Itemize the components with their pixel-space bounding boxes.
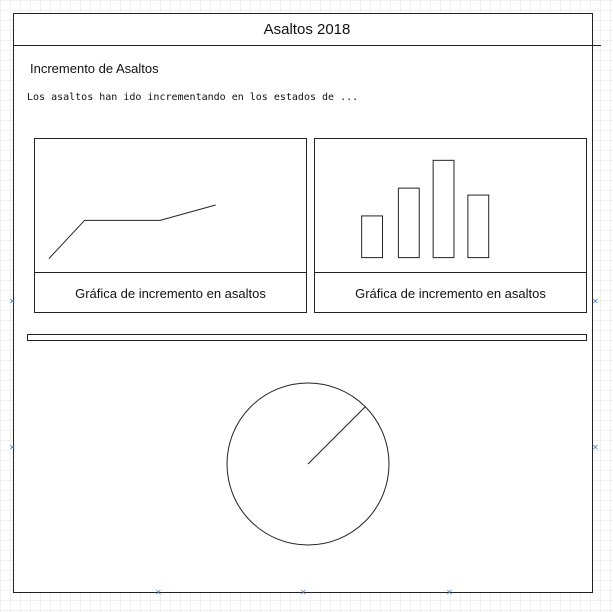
line-chart-caption: Gráfica de incremento en asaltos (35, 272, 306, 314)
bar-chart-card (314, 138, 587, 313)
bar-2 (398, 188, 419, 257)
divider-bar (27, 334, 587, 341)
line-chart (35, 139, 306, 272)
line-series (49, 205, 216, 259)
resize-handle-icon[interactable]: ✕ (446, 588, 453, 597)
resize-handle-icon[interactable]: ✕ (9, 297, 16, 306)
resize-handle-icon[interactable]: ✕ (155, 588, 162, 597)
bar-chart-caption: Gráfica de incremento en asaltos (315, 272, 586, 314)
resize-handle-icon[interactable]: ✕ (300, 588, 307, 597)
section-description: Los asaltos han ido incrementando en los estados de ... (27, 92, 359, 103)
line-chart-card (34, 138, 307, 313)
bar-1 (362, 216, 383, 258)
resize-handle-icon[interactable]: ✕ (592, 443, 599, 452)
bar-3 (433, 160, 454, 257)
pie-chart (226, 382, 390, 546)
resize-handle-icon[interactable]: ✕ (9, 443, 16, 452)
bar-4 (468, 195, 489, 258)
page-title-text: Asaltos 2018 (263, 20, 351, 38)
bar-chart (315, 139, 586, 272)
page-title (13, 13, 601, 46)
section-title: Incremento de Asaltos (30, 61, 159, 76)
resize-handle-icon[interactable]: ✕ (592, 297, 599, 306)
